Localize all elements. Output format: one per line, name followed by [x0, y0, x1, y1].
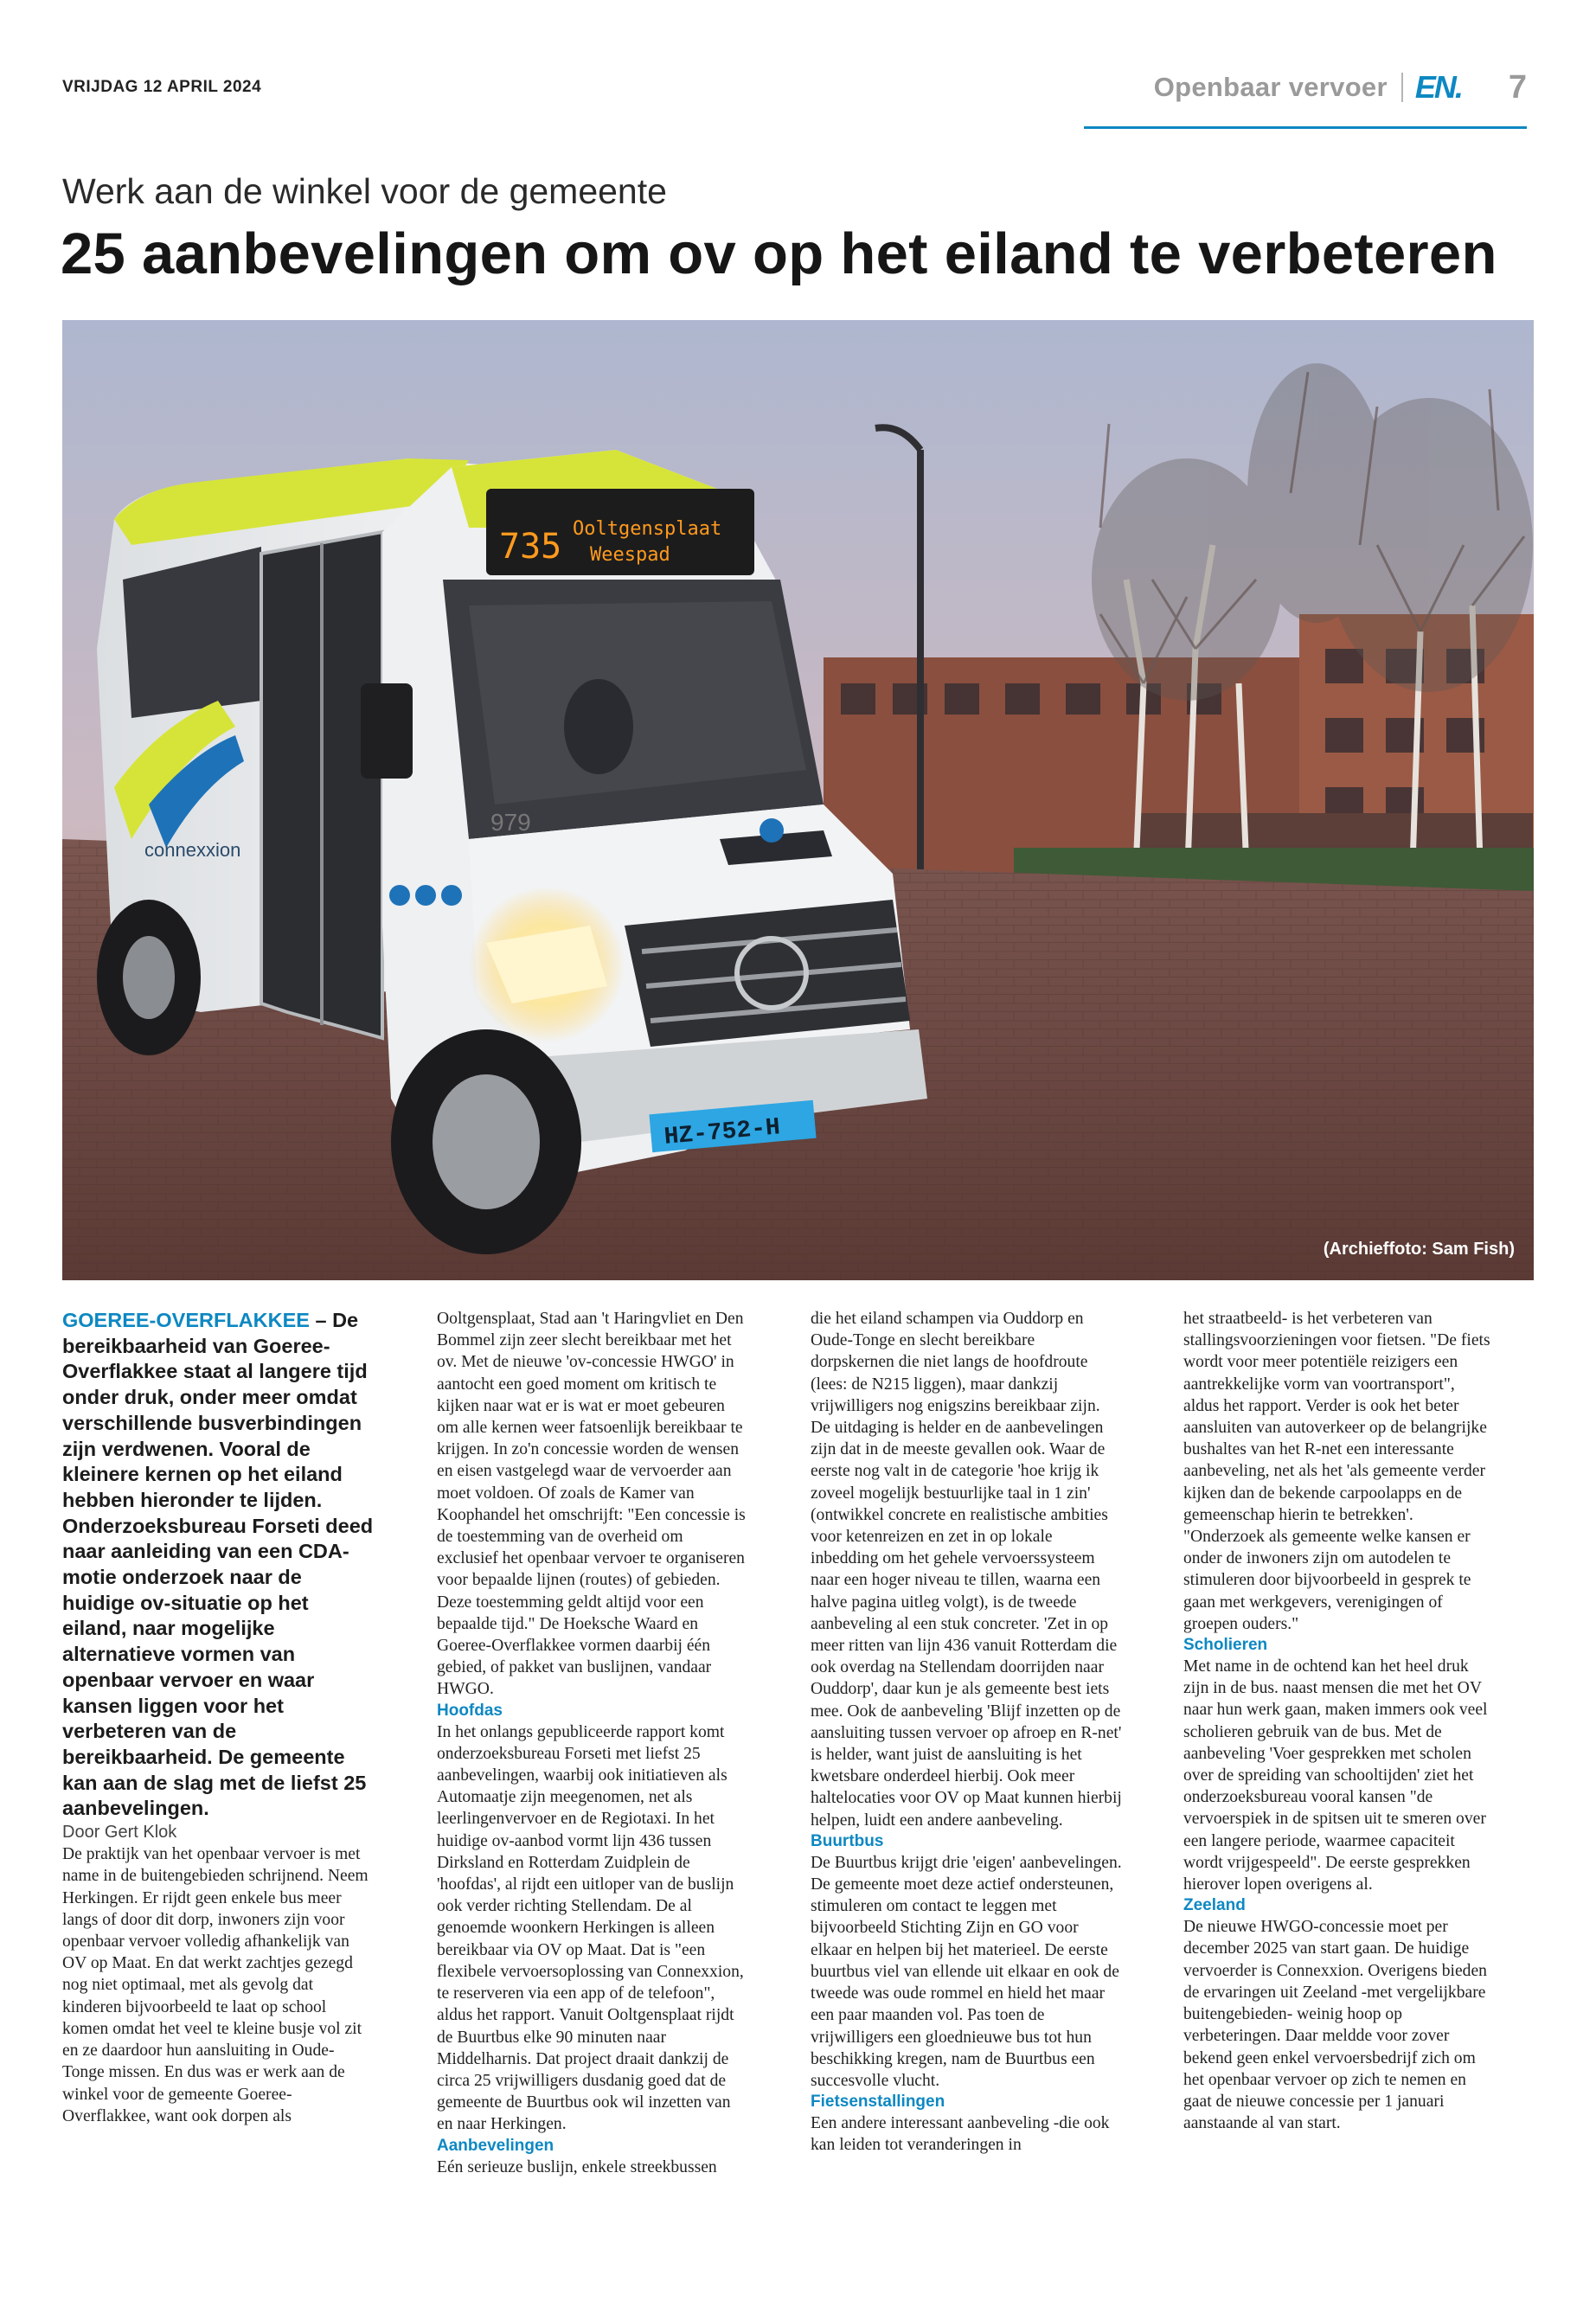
newspaper-logo: EN.: [1414, 69, 1462, 105]
body-paragraph: De Buurtbus krijgt drie 'eigen' aanbevelingen. De gemeente moet deze actief ondersteunen, stimuleren om contact te leggen met bijvoorbeeld Stichting Zijn en GO voor elkaar en helpen bij het materieel. De eerste buurtbus viel van ellende uit elkaar en ook de tweede was oude rommel en hield het maar een paar maanden vol. Pas toen de vrijwilligers een gloednieuwe bus tot hun beschikking kregen, nam de Buurtbus een succesvolle vlucht.: [811, 1853, 1122, 2090]
body-paragraph: Ooltgensplaat, Stad aan 't Haringvliet en Den Bommel zijn zeer slecht bereikbaar met het ov. Met de nieuwe 'ov-concessie HWGO' in aantocht een goed moment om kritisch te kijken naar wat er is wat er moet gebeuren om alle kernen weer fatsoenlijk bereikbaar te krijgen. In zo'n concessie worden de wensen en eisen vastgelegd waar de vervoerder aan moet voldoen. Of zoals de Kamer van Koophandel het omschrijft: "Een concessie is de toestemming van de overheid om exclusief het openbaar vervoer te organiseren voor bepaalde lijnen (routes) of gebieden. Deze toestemming geldt altijd voor een bepaalde tijd." De Hoeksche Waard en Goeree-Overflakkee vormen daarbij één gebied, of pakket van buslijnen, vandaar HWGO.: [437, 1310, 746, 1699]
section-divider: [1401, 73, 1403, 102]
body-paragraph: Met name in de ochtend kan het heel druk zijn in de bus. naast mensen die met het OV naar hun werk gaan, maken immers ook veel scholieren gebruik van de bus. Met de aanbeveling 'Voer gesprekken met scholen over de spreiding van schooltijden' ziet het onderzoeksbureau vooral kansen "de vervoerspiek in de spitsen uit te smeren over een langere periode, waarmee capaciteit wordt vrijgespeeld". De eerste gesprekken hierover lopen overigens al.: [1183, 1657, 1488, 1894]
photo-credit: (Archieffoto: Sam Fish): [1323, 1240, 1515, 1259]
issue-date: VRIJDAG 12 APRIL 2024: [62, 78, 262, 96]
article-column-3: [811, 1308, 1122, 2157]
subheading-buurtbus: Buurtbus: [811, 1831, 884, 1850]
body-paragraph: die het eiland schampen via Ouddorp en Oude-Tonge en slecht bereikbare dorpskernen die niet langs de hoofdroute (lees: de N215 liggen), maar dankzij vrijwilligers nog enigszins bereikbaar zijn. De uitdaging is helder en de aanbevelingen zijn dat in de meeste gevallen ook. Waar de eerste nog valt in de categorie 'hoe krijg ik zoveel mogelijk bestuurlijke taal in 1 zin' (ontwikkel concrete en realistische ambities voor ketenreizen en zet in op lokale inbedding om het gehele vervoerssysteem naar een hoger niveau te tillen, waarna een halve pagina uitleg volgt), is de tweede aanbeveling al een stuk concreter. 'Zet in op meer ritten van lijn 436 vanuit Rotterdam die ook overdag na Stellendam doorrijden naar Ouddorp', daar kun je als gemeente best iets mee. Ook de aanbeveling 'Blijf inzetten op de aansluiting tussen vervoer op afroep en R-net' is helder, want juist de aansluiting is het kwetsbare onderdeel hierbij. Ook meer haltelocaties voor OV op Maat kunnen hierbij helpen, luidt een andere aanbeveling.: [811, 1310, 1122, 1830]
body-paragraph: het straatbeeld- is het verbeteren van stallingsvoorzieningen voor fietsen. "De fiets wordt voor meer potentiële reizigers een aantrekkelijke vorm van voortransport", aldus het rapport. Verder is ook het beter aansluiten van autoverkeer op de belangrijke bushaltes van het R-net een interessante aanbeveling, net als het 'als gemeente verder kijken dan de bekende carpoolapps en de gemeenschap hierin te betrekken'. "Onderzoek als gemeente welke kansen er onder de inwoners zijn om autodelen te stimuleren door bijvoorbeeld in gesprek te gaan met werkgevers, verenigingen of groepen ouders.": [1183, 1310, 1490, 1633]
subheading-hoofdas: Hoofdas: [437, 1701, 503, 1720]
page-number: 7: [1508, 68, 1527, 106]
section-rule: [1084, 126, 1527, 129]
article-headline: 25 aanbevelingen om ov op het eiland te verbeteren: [61, 221, 1497, 286]
license-plate: HZ-752-H: [663, 1114, 782, 1151]
body-paragraph: Een andere interessant aanbeveling -die ook kan leiden tot veranderingen in: [811, 2114, 1110, 2155]
subheading-zeeland: Zeeland: [1183, 1896, 1246, 1915]
destination-line2: Weespad: [590, 544, 670, 566]
section-header: [1154, 66, 1527, 109]
body-paragraph: In het onlangs gepubliceerde rapport komt onderzoeksbureau Forseti met liefst 25 aanbevelingen, waarbij ook initiatieven als Automaatje zijn meegenomen, net als leerlingenvervoer en de Regiotaxi. In het huidige ov-aanbod vormt lijn 436 tussen Dirksland en Rotterdam Zuidplein de 'hoofdas', al rijdt een uitloper van de buslijn ook verder richting Stellendam. De al genoemde woonkern Herkingen is alleen bereikbaar via OV op Maat. Dat is "een flexibele vervoersoplossing van Connexxion, te reserveren via een app of de telefoon", aldus het rapport. Vanuit Ooltgensplaat rijdt de Buurtbus elke 90 minuten naar Middelharnis. Dat project draait dankzij de circa 25 vrijwilligers dusdanig goed dat de gemeente de Buurtbus ook wil inzetten van en naar Herkingen.: [437, 1722, 744, 2134]
article-photo: [62, 320, 1534, 1280]
dateline-place: GOEREE-OVERFLAKKEE: [62, 1309, 310, 1331]
article-column-1: [62, 1308, 374, 2127]
body-paragraph: De nieuwe HWGO-concessie moet per december 2025 van start gaan. De huidige vervoerder is Connexxion. Overigens bieden de ervaringen uit Zeeland -met vergelijkbare buitengebieden- weinig hoop op verbeteringen. Daar meldde voor zover bekend geen enkel vervoersbedrijf zich om het openbaar vervoer op zich te nemen en gaat de nieuwe concessie per 1 januari aanstaande al van start.: [1183, 1918, 1487, 2133]
route-number: 735: [499, 527, 562, 567]
destination-line1: Ooltgensplaat: [573, 518, 722, 540]
bus-photo-illustration: [62, 320, 1534, 1280]
article-byline: Door Gert Klok: [62, 1823, 177, 1843]
subheading-aanbevelingen: Aanbevelingen: [437, 2136, 554, 2155]
subheading-fietsenstallingen: Fietsenstallingen: [811, 2093, 945, 2112]
article-column-2: [437, 1308, 748, 2178]
subheading-scholieren: Scholieren: [1183, 1636, 1268, 1655]
article-kicker: Werk aan de winkel voor de gemeente: [62, 171, 667, 211]
body-paragraph: De praktijk van het openbaar vervoer is met name in de buitengebieden schrijnend. Neem Herkingen. Er rijdt geen enkele bus meer langs of door dit dorp, inwoners zijn voor openbaar vervoer volledig afhankelijk van OV op Maat. En dat werkt zachtjes gezegd nog niet optimaal, met als gevolg dat kinderen bijvoorbeeld te laat op school komen omdat het veel te kleine busje vol zit en ze daardoor hun aansluiting in Oude-Tonge missen. En dus was er werk aan de winkel voor de gemeente Goeree-Overflakkee, want ook dorpen als: [62, 1845, 369, 2125]
intro-text: – De bereikbaarheid van Goeree-Overflakkee staat al langere tijd onder druk, onder meer omdat verschillende busverbindingen zijn verdwenen. Vooral de kleinere kernen op het eiland hebben hieronder te lijden. Onderzoeksbureau Forseti deed naar aanleiding van een CDA-motie onderzoek naar de huidige ov-situatie op het eiland, naar mogelijke alternatieve vormen van openbaar vervoer en waar kansen liggen voor het verbeteren van de bereikbaarheid. De gemeente kan aan de slag met de liefst 25 aanbevelingen.: [62, 1309, 374, 1820]
article-intro: [62, 1308, 374, 1822]
fleet-number: 979: [490, 809, 531, 836]
body-paragraph: Eén serieuze buslijn, enkele streekbussen: [437, 2157, 717, 2176]
bus-brand-text: connexxion: [144, 839, 241, 861]
section-name: Openbaar vervoer: [1153, 72, 1388, 102]
article-column-4: [1183, 1308, 1495, 2134]
